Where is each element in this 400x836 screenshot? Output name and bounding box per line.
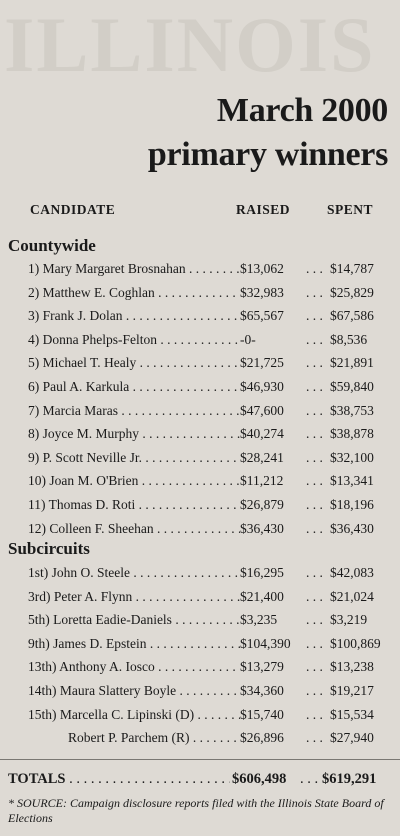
spent-value: $42,083 [330,565,374,580]
spent-value: $59,840 [330,379,374,394]
table-row [0,565,400,589]
candidate-name: 2) Matthew E. Coghlan . . . [28,285,240,301]
spent-value: $67,586 [330,308,374,324]
spent-value: $25,829 [330,284,374,300]
raised-value: $16,295 [240,565,284,580]
leader-dots: . . . [306,520,323,536]
table-row [0,285,400,309]
leader-dots: . . . [306,683,323,698]
spent-value: $38,878 [330,426,374,442]
watermark-logo: ILLINOIS [4,1,376,88]
table-row [0,403,400,427]
spent-value: $100,869 [330,635,381,651]
spent-value: $13,341 [330,473,374,489]
raised-value: $34,360 [240,683,284,698]
raised-value: $11,212 [240,473,284,489]
raised-value: $15,740 [240,706,284,722]
totals-spent: $619,291 [322,771,377,787]
raised-value: $65,567 [240,308,284,324]
candidate-name: 11) Thomas D. Roti . . . [28,497,240,513]
leader-dots: . . . [306,284,323,300]
raised-value: $3,235 [240,612,278,628]
table-row [0,426,400,450]
raised-value: $46,930 [240,379,284,394]
table-row [0,659,400,683]
leader-dots: . . . [306,706,323,722]
spent-value: $3,219 [330,612,368,628]
candidate-name: 9th) James D. Epstein . . . [28,636,240,652]
spent-value: $13,238 [330,659,374,675]
table-row [0,379,400,403]
spent-value: $19,217 [330,683,374,698]
table-row [0,473,400,497]
leader-dots: . . . [306,730,323,746]
totals-dots: . . . [300,771,319,787]
section-heading-countywide: Countywide [8,236,96,255]
raised-value: $40,274 [240,426,284,442]
totals-raised: $606,498 [232,771,287,787]
page-title-line2: primary winners [147,136,388,173]
table-row [0,730,400,754]
candidate-name: 12) Colleen F. Sheehan . . . [28,521,240,537]
spent-value: $14,787 [330,261,374,276]
raised-value: -0- [240,331,256,347]
table-row [0,589,400,613]
leader-dots: . . . [306,497,323,512]
table-row [0,636,400,660]
raised-value: $21,725 [240,355,284,371]
table-row [0,612,400,636]
raised-value: $21,400 [240,588,284,604]
table-row [0,450,400,474]
table-row [0,497,400,521]
table-row [0,332,400,356]
spent-value: $36,430 [330,520,374,536]
raised-value: $26,896 [240,730,284,746]
spent-value: $18,196 [330,497,374,512]
spent-value: $27,940 [330,730,374,746]
candidate-name: 10) Joan M. O'Brien . . . [28,473,240,489]
spent-value: $21,891 [330,355,374,371]
header-spent: SPENT [327,202,374,217]
candidate-name: 3) Frank J. Dolan . . . [28,308,240,324]
divider [0,759,400,760]
raised-value: $32,983 [240,284,284,300]
source-note: * SOURCE: Campaign disclosure reports filed with the Illinois State Board of Elections [8,796,384,825]
leader-dots: . . . [306,449,323,465]
section-heading-subcircuits: Subcircuits [8,539,90,558]
leader-dots: . . . [306,308,323,324]
table-row [0,355,400,379]
leader-dots: . . . [306,635,323,651]
spent-value: $15,534 [330,706,374,722]
raised-value: $28,241 [240,449,284,465]
leader-dots: . . . [306,331,323,347]
header-candidate: CANDIDATE [30,202,116,217]
totals-label: TOTALS . . . [8,771,230,788]
leader-dots: . . . [306,426,323,442]
raised-value: $47,600 [240,402,284,418]
leader-dots: . . . [306,588,323,604]
table-row [0,308,400,332]
spent-value: $38,753 [330,402,374,418]
candidate-name: 1) Mary Margaret Brosnahan . . . [28,261,240,277]
leader-dots: . . . [306,355,323,371]
table-row [0,683,400,707]
candidate-name: 9) P. Scott Neville Jr. . . . [28,450,240,466]
leader-dots: . . . [306,402,323,418]
header-raised: RAISED [236,202,291,217]
candidate-name: 14th) Maura Slattery Boyle . . . [28,683,240,699]
candidate-name: Robert P. Parchem (R) . . . [68,730,240,746]
leader-dots: . . . [306,261,323,276]
raised-value: $13,062 [240,261,284,276]
leader-dots: . . . [306,473,323,489]
raised-value: $36,430 [240,520,284,536]
leader-dots: . . . [306,612,323,628]
candidate-name: 5) Michael T. Healy . . . [28,355,240,371]
spent-value: $21,024 [330,588,374,604]
candidate-name: 6) Paul A. Karkula . . . [28,379,240,395]
raised-value: $104,390 [240,635,291,651]
table-row [0,261,400,285]
candidate-name: 7) Marcia Maras . . . [28,403,240,419]
raised-value: $26,879 [240,497,284,512]
leader-dots: . . . [306,379,323,394]
page-title-line1: March 2000 [216,92,388,129]
table-row [0,707,400,731]
leader-dots: . . . [306,565,323,580]
candidate-name: 3rd) Peter A. Flynn . . . [28,589,240,605]
candidate-name: 4) Donna Phelps-Felton . . . [28,332,240,348]
spent-value: $32,100 [330,449,374,465]
candidate-name: 15th) Marcella C. Lipinski (D) . . . [28,707,240,723]
candidate-name: 5th) Loretta Eadie-Daniels . . . [28,612,240,628]
leader-dots: . . . [306,659,323,675]
candidate-name: 8) Joyce M. Murphy . . . [28,426,240,442]
candidate-name: 13th) Anthony A. Iosco . . . [28,659,240,675]
spent-value: $8,536 [330,331,368,347]
raised-value: $13,279 [240,659,284,675]
candidate-name: 1st) John O. Steele . . . [28,565,240,581]
